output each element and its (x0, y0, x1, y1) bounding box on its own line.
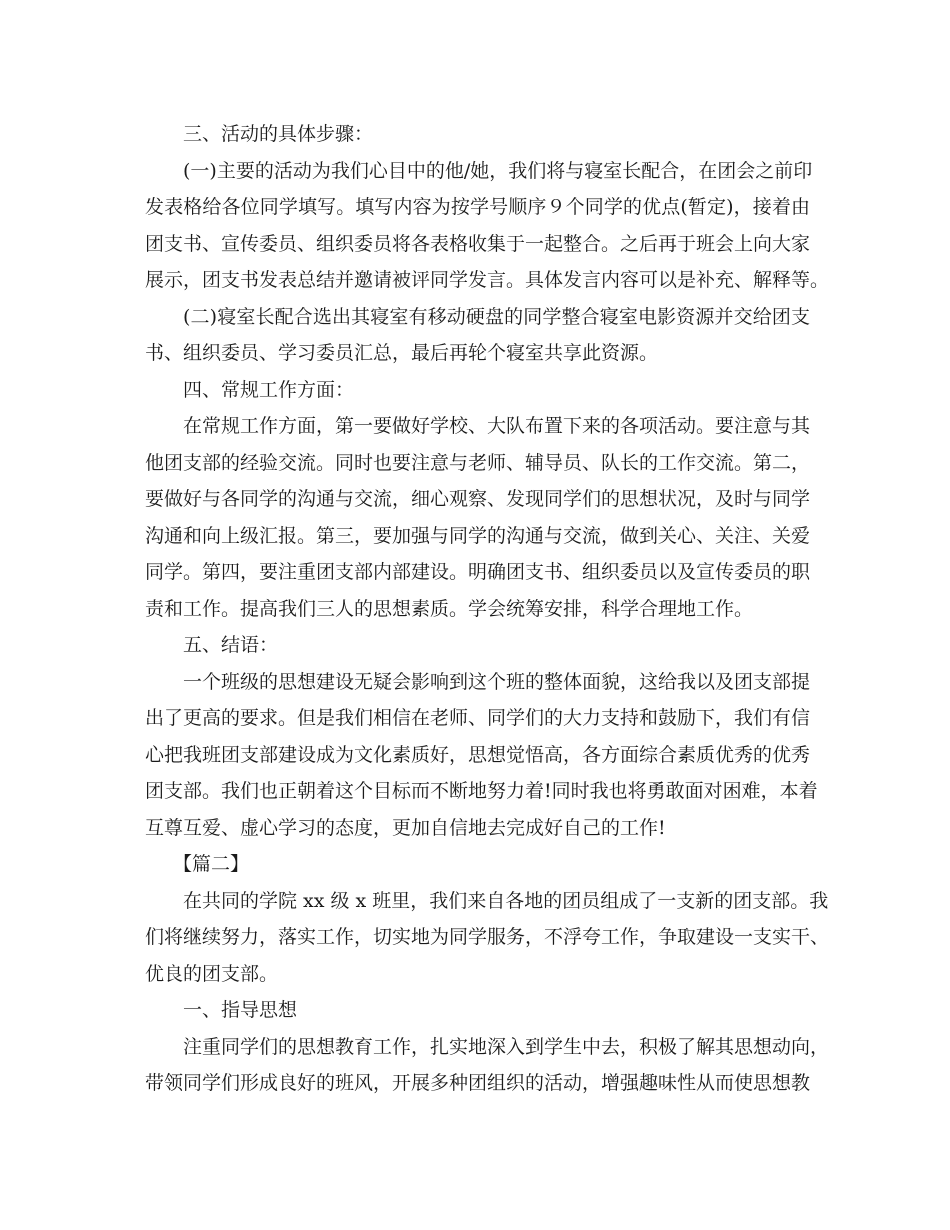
paragraph-line: 心把我班团支部建设成为文化素质好，思想觉悟高，各方面综合素质优秀的优秀 (145, 743, 811, 766)
paragraph-line: 展示，团支书发表总结并邀请被评同学发言。具体发言内容可以是补充、解释等。 (145, 269, 830, 291)
paragraph-line: 责和工作。提高我们三人的思想素质。学会统筹安排，科学合理地工作。 (145, 597, 754, 620)
paragraph-line: 团支部。我们也正朝着这个目标而不断地努力着!同时我也将勇敢面对困难，本着 (145, 780, 818, 802)
section4-paragraph (145, 408, 810, 627)
paragraph-line: 同学。第四，要注重团支部内部建设。明确团支书、组织委员以及宣传委员的职 (145, 561, 811, 583)
paragraph-line: 在共同的学院 xx 级 x 班里，我们来自各地的团员组成了一支新的团支部。我 (183, 889, 829, 912)
paragraph-line: 一个班级的思想建设无疑会影响到这个班的整体面貌，这给我以及团支部提 (183, 670, 811, 693)
section5-paragraph (145, 664, 818, 847)
part2-section1-paragraph (145, 1029, 830, 1102)
paragraph-line: 他团支部的经验交流。同时也要注意与老师、辅导员、队长的工作交流。第二， (145, 451, 811, 474)
paragraph-line: 在常规工作方面，第一要做好学校、大队布置下来的各项活动。要注意与其 (183, 415, 811, 437)
part2-section1-heading-text: 一、指导思想 (183, 999, 298, 1021)
paragraph-line: 团支书、宣传委员、组织委员将各表格收集于一起整合。之后再于班会上向大家 (145, 232, 811, 255)
paragraph-line: 注重同学们的思想教育工作，扎实地深入到学生中去，积极了解其思想动向， (183, 1035, 830, 1058)
paragraph-line: 出了更高的要求。但是我们相信在老师、同学们的大力支持和鼓励下，我们有信 (145, 707, 811, 729)
paragraph-line: (一)主要的活动为我们心目中的他/她，我们将与寝室长配合，在团会之前印 (183, 159, 813, 182)
part2-heading (145, 846, 810, 883)
part2-intro-paragraph (145, 883, 830, 993)
part2-section1-heading (145, 992, 810, 1029)
section4-heading (145, 372, 810, 409)
section5-heading (145, 627, 810, 664)
paragraph-line: (二)寝室长配合选出其寝室有移动硬盘的同学整合寝室电影资源并交给团支 (183, 305, 810, 328)
section3-heading-text: 三、活动的具体步骤： (183, 123, 374, 145)
paragraph-line: 发表格给各位同学填写。填写内容为按学号顺序９个同学的优点(暂定)，接着由 (145, 196, 810, 218)
document-body (145, 116, 830, 1102)
paragraph-line: 沟通和向上级汇报。第三，要加强与同学的沟通与交流，做到关心、关注、关爱 (145, 524, 811, 547)
paragraph-line: 带领同学们形成良好的班风，开展多种团组织的活动，增强趣味性从而使思想教 (145, 1072, 811, 1094)
paragraph-line: 互尊互爱、虚心学习的态度，更加自信地去完成好自己的工作! (145, 816, 666, 839)
section3-heading (145, 116, 810, 153)
paragraph-line: 们将继续努力，落实工作，切实地为同学服务，不浮夸工作，争取建设一支实干、 (145, 926, 830, 948)
section3-item2-paragraph (145, 299, 810, 372)
section3-item1-paragraph (145, 153, 830, 299)
paragraph-line: 优良的团支部。 (145, 962, 279, 985)
part2-heading-text: 【篇二】 (173, 853, 250, 875)
paragraph-line: 要做好与各同学的沟通与交流，细心观察、发现同学们的思想状况，及时与同学 (145, 488, 811, 510)
section5-heading-text: 五、结语： (183, 634, 279, 656)
paragraph-line: 书、组织委员、学习委员汇总，最后再轮个寝室共享此资源。 (145, 342, 659, 364)
section4-heading-text: 四、常规工作方面： (183, 378, 355, 401)
